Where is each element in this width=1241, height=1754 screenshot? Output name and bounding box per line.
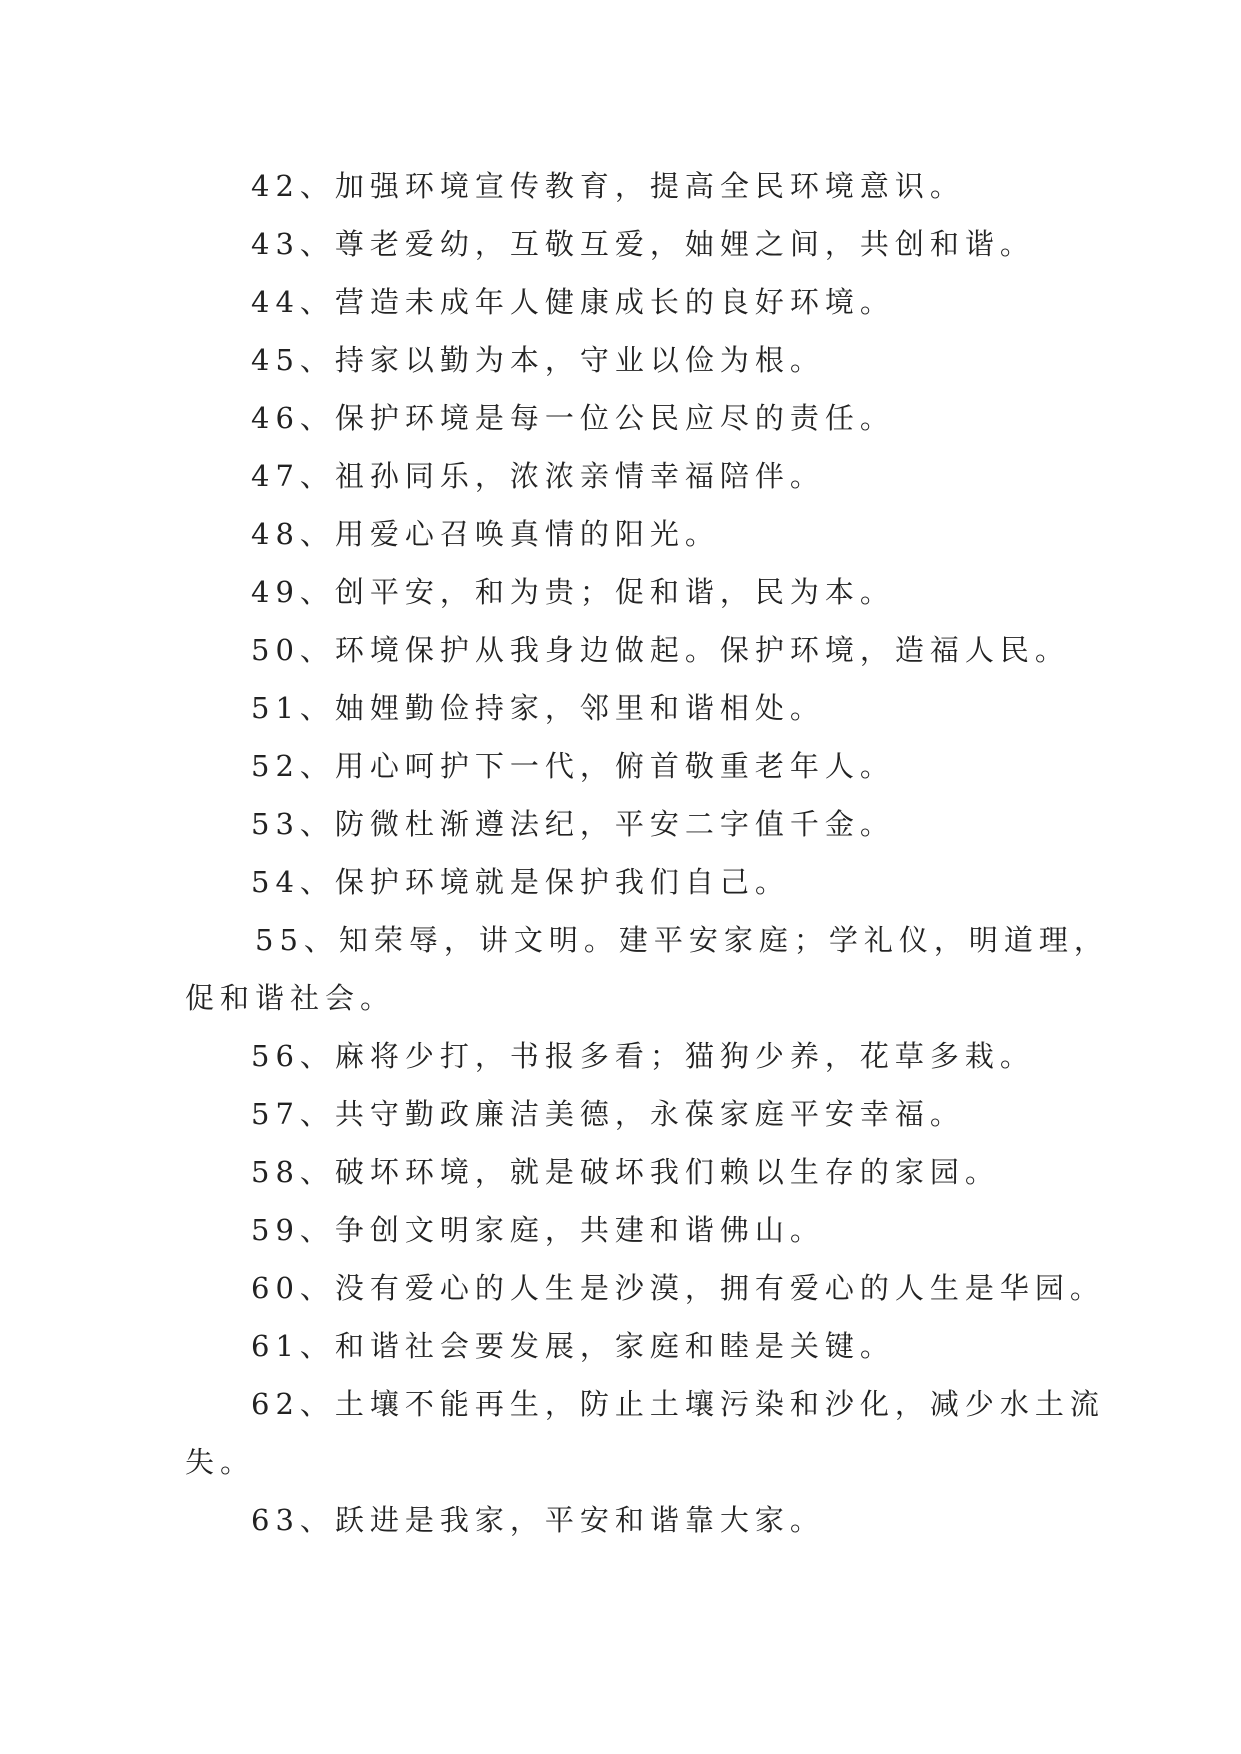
slogan-53: 53、防微杜渐遵法纪，平安二字值千金。 [251, 807, 895, 841]
slogan-56: 56、麻将少打，书报多看；猫狗少养，花草多栽。 [251, 1039, 1035, 1073]
slogan-55-line1: 55、知荣辱，讲文明。建平安家庭；学礼仪，明道理， [255, 923, 1109, 957]
slogan-48: 48、用爱心召唤真情的阳光。 [251, 517, 720, 551]
slogan-58: 58、破坏环境，就是破坏我们赖以生存的家园。 [251, 1155, 1000, 1189]
slogan-50: 50、环境保护从我身边做起。保护环境，造福人民。 [251, 633, 1070, 667]
slogan-44: 44、营造未成年人健康成长的良好环境。 [251, 285, 895, 319]
slogan-42: 42、加强环境宣传教育，提高全民环境意识。 [251, 169, 965, 203]
slogan-52: 52、用心呵护下一代，俯首敬重老年人。 [251, 749, 895, 783]
slogan-51: 51、妯娌勤俭持家，邻里和谐相处。 [251, 691, 825, 725]
slogan-55-line2: 促和谐社会。 [185, 981, 396, 1015]
slogan-43: 43、尊老爱幼，互敬互爱，妯娌之间，共创和谐。 [251, 227, 1035, 261]
slogan-62-line2: 失。 [185, 1445, 256, 1479]
slogan-59: 59、争创文明家庭，共建和谐佛山。 [251, 1213, 825, 1247]
slogan-60: 60、没有爱心的人生是沙漠，拥有爱心的人生是华园。 [251, 1271, 1105, 1305]
slogan-61: 61、和谐社会要发展，家庭和睦是关键。 [251, 1329, 895, 1363]
slogan-47: 47、祖孙同乐，浓浓亲情幸福陪伴。 [251, 459, 825, 493]
slogan-62-line1: 62、土壤不能再生，防止土壤污染和沙化，减少水土流 [251, 1387, 1105, 1421]
slogan-46: 46、保护环境是每一位公民应尽的责任。 [251, 401, 895, 435]
slogan-list [185, 157, 1109, 1549]
slogan-63: 63、跃进是我家，平安和谐靠大家。 [251, 1503, 825, 1537]
slogan-49: 49、创平安，和为贵；促和谐，民为本。 [251, 575, 895, 609]
slogan-45: 45、持家以勤为本，守业以俭为根。 [251, 343, 825, 377]
slogan-54: 54、保护环境就是保护我们自己。 [251, 865, 790, 899]
slogan-57: 57、共守勤政廉洁美德，永葆家庭平安幸福。 [251, 1097, 965, 1131]
